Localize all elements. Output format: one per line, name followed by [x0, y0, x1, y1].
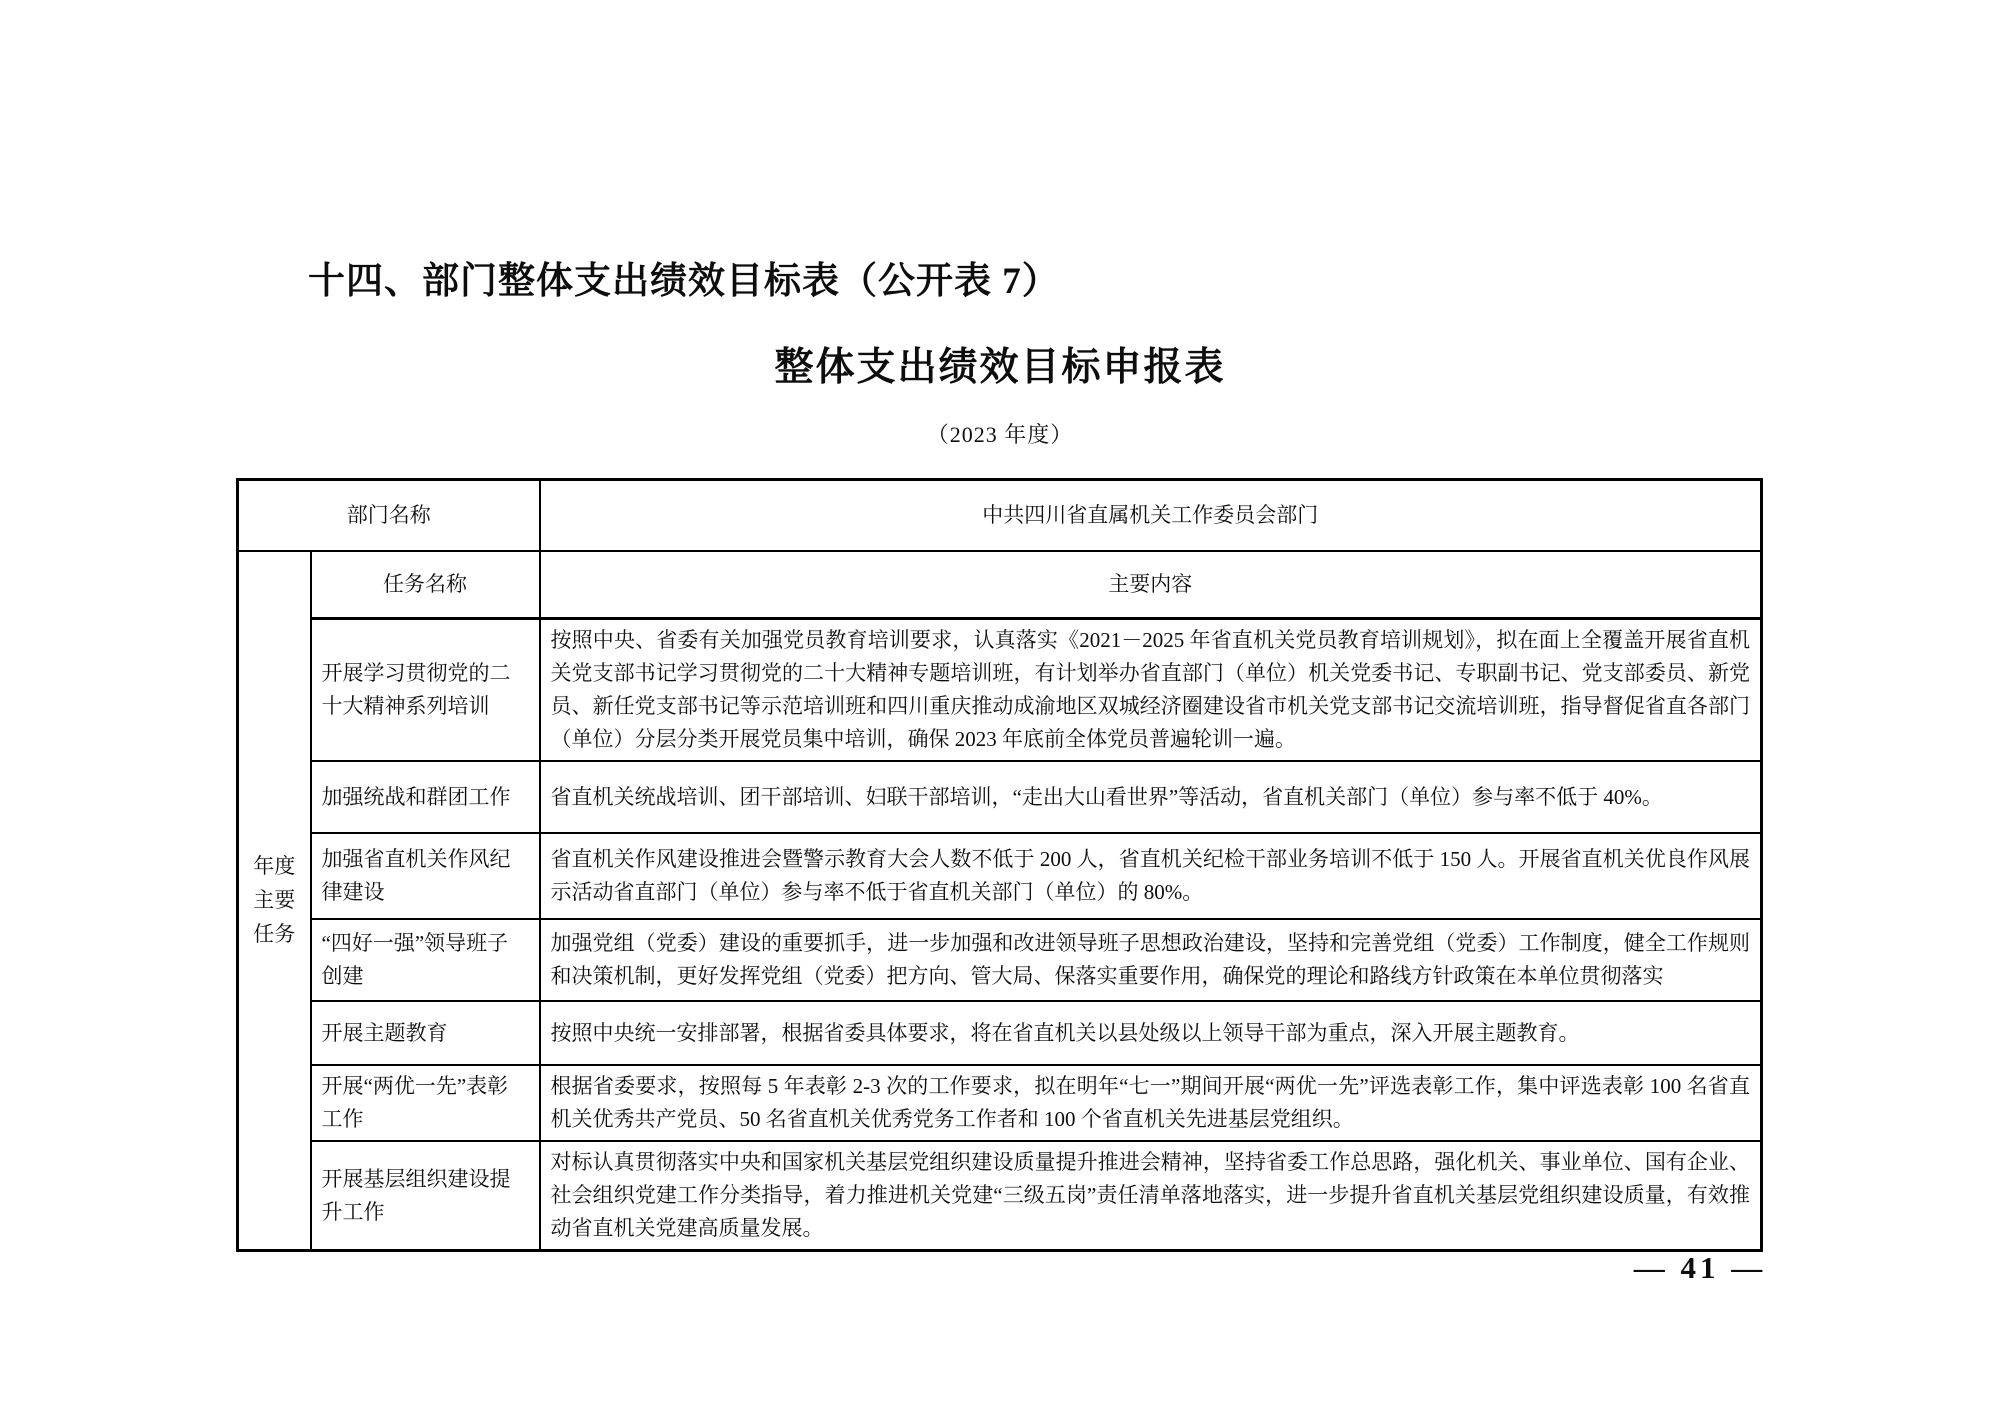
form-year-subtitle: （2023 年度）	[926, 422, 1074, 447]
table-row	[238, 619, 1762, 762]
page-number: — 41 —	[1633, 1250, 1767, 1285]
table-row	[238, 833, 1762, 919]
department-label-cell: 部门名称	[238, 480, 540, 551]
annual-main-tasks-label-cell	[238, 551, 311, 1251]
task-content-cell: 加强党组（党委）建设的重要抓手，进一步加强和改进领导班子思想政治建设，坚持和完善党组（党委）工作制度，健全工作规则和决策机制，更好发挥党组（党委）把方向、管大局、保落实重要作用，确保党的理论和路线方针政策在本单位贯彻落实	[540, 919, 1762, 1001]
task-name-cell: 加强统战和群团工作	[311, 761, 540, 833]
department-value-cell: 中共四川省直属机关工作委员会部门	[540, 480, 1762, 551]
task-content-cell: 按照中央、省委有关加强党员教育培训要求，认真落实《2021－2025 年省直机关党员教育培训规划》，拟在面上全覆盖开展省直机关党支部书记学习贯彻党的二十大精神专题培训班，有计划举办省直部门（单位）机关党委书记、专职副书记、党支部委员、新党员、新任党支部书记等示范培训班和四川重庆推动成渝地区双城经济圈建设省市机关党支部书记交流培训班，指导督促省直各部门（单位）分层分类开展党员集中培训，确保 2023 年底前全体党员普遍轮训一遍。	[540, 619, 1762, 762]
table-row	[238, 1065, 1762, 1141]
task-content-cell: 对标认真贯彻落实中央和国家机关基层党组织建设质量提升推进会精神，坚持省委工作总思路，强化机关、事业单位、国有企业、社会组织党建工作分类指导，着力推进机关党建“三级五岗”责任清单落地落实，进一步提升省直机关基层党组织建设质量，有效推动省直机关党建高质量发展。	[540, 1141, 1762, 1251]
annual-tasks-label-line: 任务	[253, 922, 296, 947]
table-row	[238, 919, 1762, 1001]
task-name-header-cell: 任务名称	[311, 551, 540, 619]
table-row	[238, 1001, 1762, 1065]
table-row	[238, 1141, 1762, 1251]
form-title: 整体支出绩效目标申报表	[774, 346, 1226, 389]
main-content-header-cell: 主要内容	[540, 551, 1762, 619]
annual-tasks-label-line: 主要	[253, 888, 296, 913]
section-title: 十四、部门整体支出绩效目标表（公开表 7）	[308, 261, 1060, 302]
task-name-cell: 开展“两优一先”表彰工作	[311, 1065, 540, 1141]
task-content-cell: 省直机关作风建设推进会暨警示教育大会人数不低于 200 人，省直机关纪检干部业务培训不低于 150 人。开展省直机关优良作风展示活动省直部门（单位）参与率不低于省直机关部门（单位）的 80%。	[540, 833, 1762, 919]
task-name-cell: 开展学习贯彻党的二十大精神系列培训	[311, 619, 540, 762]
task-name-cell: “四好一强”领导班子创建	[311, 919, 540, 1001]
task-content-cell: 按照中央统一安排部署，根据省委具体要求，将在省直机关以县处级以上领导干部为重点，深入开展主题教育。	[540, 1001, 1762, 1065]
department-row	[238, 480, 1762, 551]
task-name-cell: 开展主题教育	[311, 1001, 540, 1065]
task-name-cell: 加强省直机关作风纪律建设	[311, 833, 540, 919]
performance-target-table	[236, 478, 1763, 1252]
task-content-cell: 根据省委要求，按照每 5 年表彰 2-3 次的工作要求，拟在明年“七一”期间开展“两优一先”评选表彰工作，集中评选表彰 100 名省直机关优秀共产党员、50 名省直机关优秀党务工作者和 100 个省直机关先进基层党组织。	[540, 1065, 1762, 1141]
task-content-cell: 省直机关统战培训、团干部培训、妇联干部培训，“走出大山看世界”等活动，省直机关部门（单位）参与率不低于 40%。	[540, 761, 1762, 833]
table-row	[238, 761, 1762, 833]
task-name-cell: 开展基层组织建设提升工作	[311, 1141, 540, 1251]
table-header-row	[238, 551, 1762, 619]
annual-tasks-label-line: 年度	[253, 854, 296, 879]
